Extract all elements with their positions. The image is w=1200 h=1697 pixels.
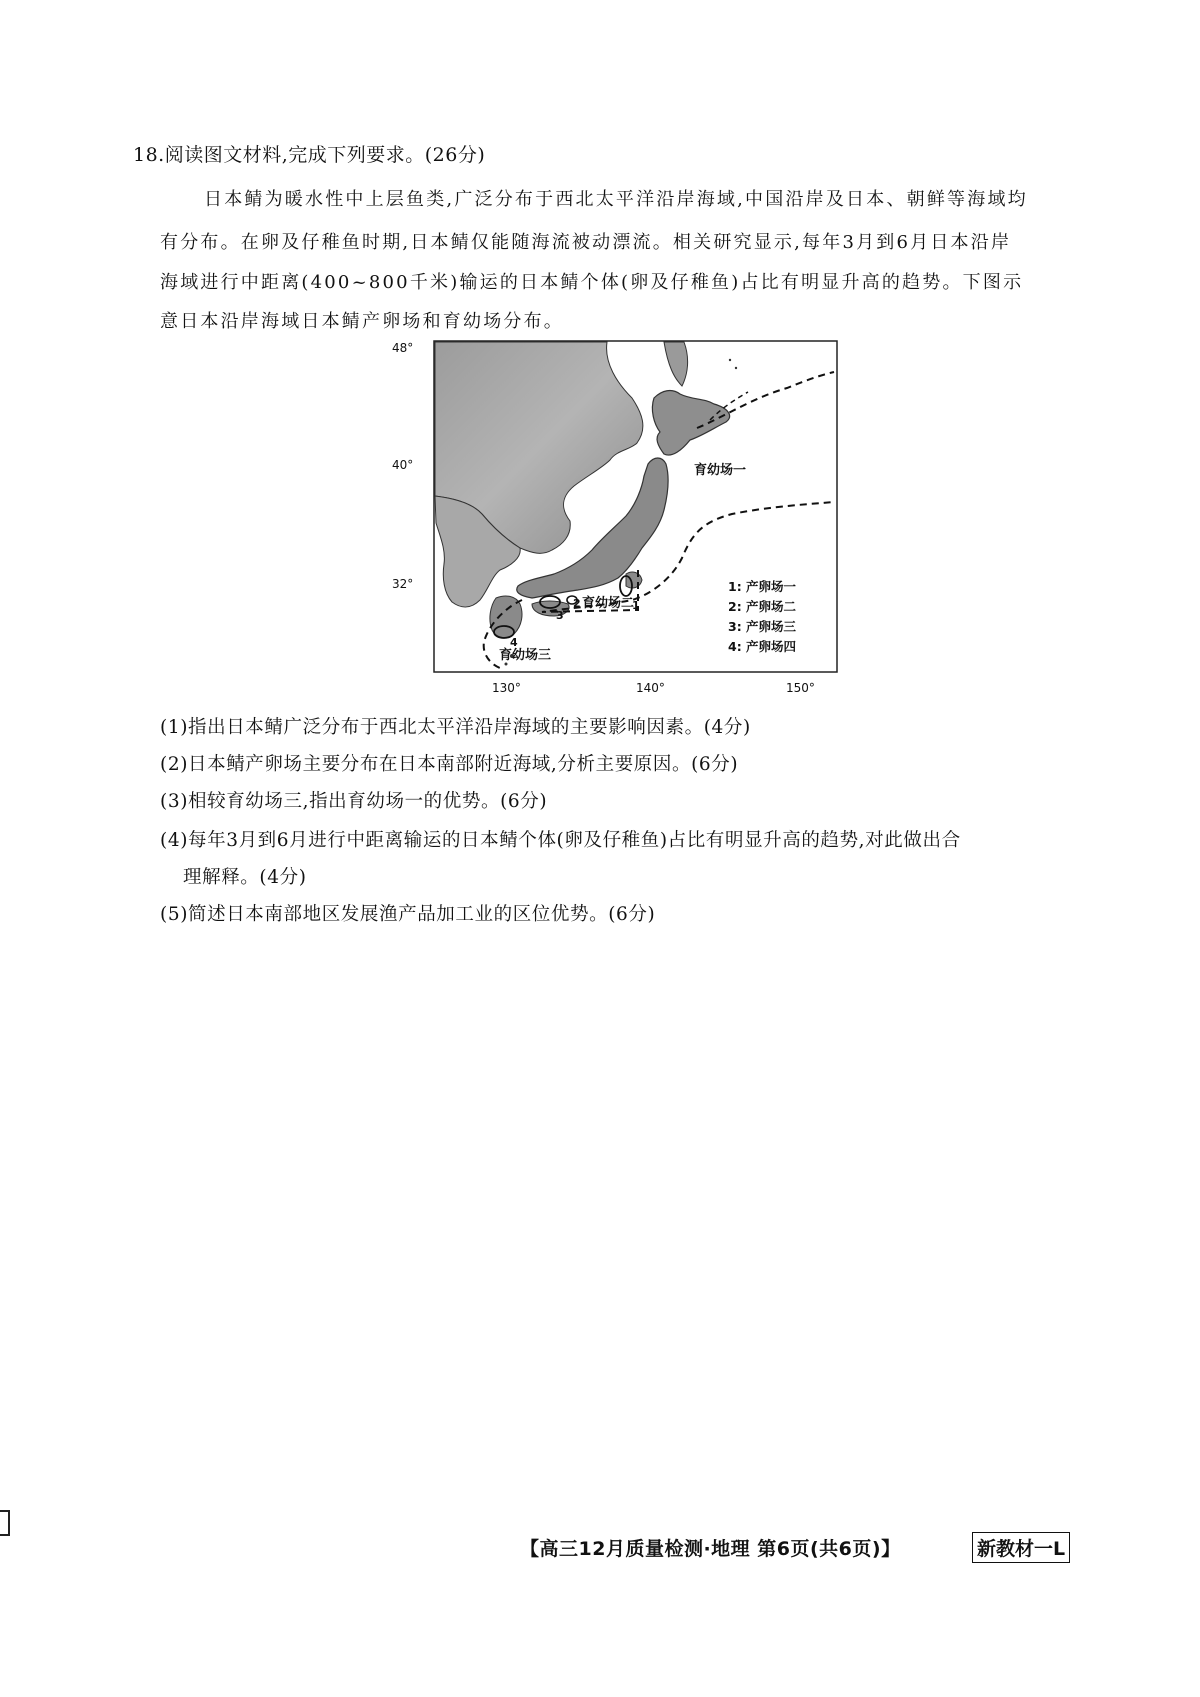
japan-map-figure [392, 338, 842, 700]
nursery-label-2: 育幼场二 [582, 596, 635, 611]
nursery-label-3: 育幼场三 [499, 648, 552, 663]
margin-binding-mark [0, 1510, 10, 1536]
spawning-number-2: 2 [573, 597, 581, 610]
material-line-1: 日本鲭为暖水性中上层鱼类,广泛分布于西北太平洋沿岸海域,中国沿岸及日本、朝鲜等海域均 [204, 189, 1028, 210]
subquestion-5: (5)简述日本南部地区发展渔产品加工业的区位优势。(6分) [160, 904, 656, 925]
page-footer: 【高三12月质量检测·地理 第6页(共6页)】 [520, 1538, 901, 1560]
nursery-label-1: 育幼场一 [694, 463, 747, 478]
material-line-3: 海域进行中距离(400~800千米)输运的日本鲭个体(卵及仔稚鱼)占比有明显升高的趋势。下图示 [160, 272, 1024, 293]
lat-label-48: 48° [392, 341, 414, 355]
edition-badge: 新教材一L [972, 1532, 1070, 1563]
lat-label-32: 32° [392, 577, 414, 591]
subquestion-3: (3)相较育幼场三,指出育幼场一的优势。(6分) [160, 791, 548, 812]
subquestion-1: (1)指出日本鲭广泛分布于西北太平洋沿岸海域的主要影响因素。(4分) [160, 717, 751, 738]
spawning-number-4: 4 [510, 636, 518, 649]
spawning-number-3: 3 [556, 609, 564, 622]
lat-label-40: 40° [392, 458, 414, 472]
material-line-2: 有分布。在卵及仔稚鱼时期,日本鲭仅能随海流被动漂流。相关研究显示,每年3月到6月日本沿岸 [160, 232, 1012, 253]
lon-label-150: 150° [786, 681, 815, 695]
legend-item-1: 1: 产卵场一 [728, 579, 797, 594]
question-title: 18.阅读图文材料,完成下列要求。(26分) [133, 144, 486, 166]
map-svg [392, 338, 842, 700]
subquestion-2: (2)日本鲭产卵场主要分布在日本南部附近海域,分析主要原因。(6分) [160, 754, 739, 775]
legend-item-3: 3: 产卵场三 [728, 619, 797, 634]
subquestion-4: (4)每年3月到6月进行中距离输运的日本鲭个体(卵及仔稚鱼)占比有明显升高的趋势,对此做出合 [160, 830, 961, 851]
spawning-number-1: 1 [632, 599, 640, 612]
subquestion-4-cont: 理解释。(4分) [183, 867, 307, 888]
lon-label-130: 130° [492, 681, 521, 695]
material-line-4: 意日本沿岸海域日本鲭产卵场和育幼场分布。 [160, 311, 564, 332]
legend-item-2: 2: 产卵场二 [728, 599, 797, 614]
legend-item-4: 4: 产卵场四 [728, 639, 797, 654]
lon-label-140: 140° [636, 681, 665, 695]
